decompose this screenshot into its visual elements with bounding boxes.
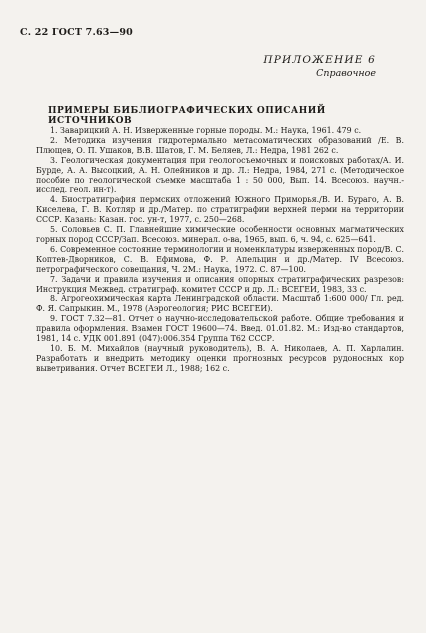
reference-entry: 3. Геологическая документация при геологосъемочных и поисковых работах/А. И. Бурде, А. А. Высоцкий, А. Н. Олейников и др. Л.: Недра, 1984, 271 с. (Методическое пособие по геологической съемке масштаба 1 : 50 000, Вып. 14. Всесоюз. научн.-исслед. геол. ин-т).	[36, 155, 404, 195]
reference-entry: 10. Б. М. Михайлов (научный руководитель), В. А. Николаев, А. П. Харлалин. Разработать и внедрить методику оценки прогнозных ресурсов рудоносных кор выветривания. Отчет ВСЕГЕИ Л., 1988; 162 с.	[36, 343, 404, 373]
appendix-status: Справочное	[316, 68, 376, 79]
reference-entry: 8. Агрогеохимическая карта Ленинградской области. Масштаб 1:600 000/ Гл. ред. Ф. Я. Сапрыкин. М., 1978 (Аэрогеология; РИС ВСЕГЕИ).	[36, 294, 404, 314]
reference-list	[36, 126, 404, 374]
reference-entry: 5. Соловьев С. П. Главнейшие химические особенности основных магматических горных пород СССР/Зап. Всесоюз. минерал. о-ва, 1965, вып. 6, ч. 94, с. 625—641.	[36, 225, 404, 244]
reference-entry: 1. Заварицкий А. Н. Изверженные горные породы. М.: Наука, 1961. 479 с.	[50, 126, 362, 135]
reference-entry: 2. Методика изучения гидротермально метасоматических образований /Е. В. Плющев, О. П. Ушаков, В.В. Шатов, Г. М. Беляев, Л.: Недра, 1981 262 с.	[36, 135, 404, 155]
page-header: С. 22 ГОСТ 7.63—90	[20, 27, 133, 38]
reference-entry: 6. Современное состояние терминологии и номенклатуры изверженных пород/В. С. Коптев-Дворников, С. В. Ефимова, Ф. Р. Апельцин и др./Матер. IV Всесоюз. петрографического совещания, Ч. 2М.: Наука, 1972. С. 87—100.	[36, 244, 404, 274]
reference-entry: 7. Задачи и правила изучения и описания опорных стратиграфических разрезов: Инструкция Межвед. стратиграф. комитет СССР и др. Л.: ВСЕГЕИ, 1983, 33 с.	[36, 274, 404, 294]
appendix-label: ПРИЛОЖЕНИЕ 6	[263, 54, 376, 66]
reference-entry: 9. ГОСТ 7.32—81. Отчет о научно-исследовательской работе. Общие требования и правила оформления. Взамен ГОСТ 19600—74. Введ. 01.01.82. М.: Изд-во стандартов, 1981, 14 с. УДК 001.891 (047):006.354 Группа Т62 СССР.	[36, 314, 404, 344]
section-title: ПРИМЕРЫ БИБЛИОГРАФИЧЕСКИХ ОПИСАНИЙ ИСТОЧНИКОВ	[48, 106, 326, 126]
reference-entry: 4. Биостратиграфия пермских отложений Южного Приморья./В. И. Бураго, А. В. Киселева, Г. В. Котляр и др./Матер. по стратиграфии верхней перми на территории СССР. Казань: Казан. гос. ун-т, 1977, с. 250—268.	[36, 195, 404, 225]
